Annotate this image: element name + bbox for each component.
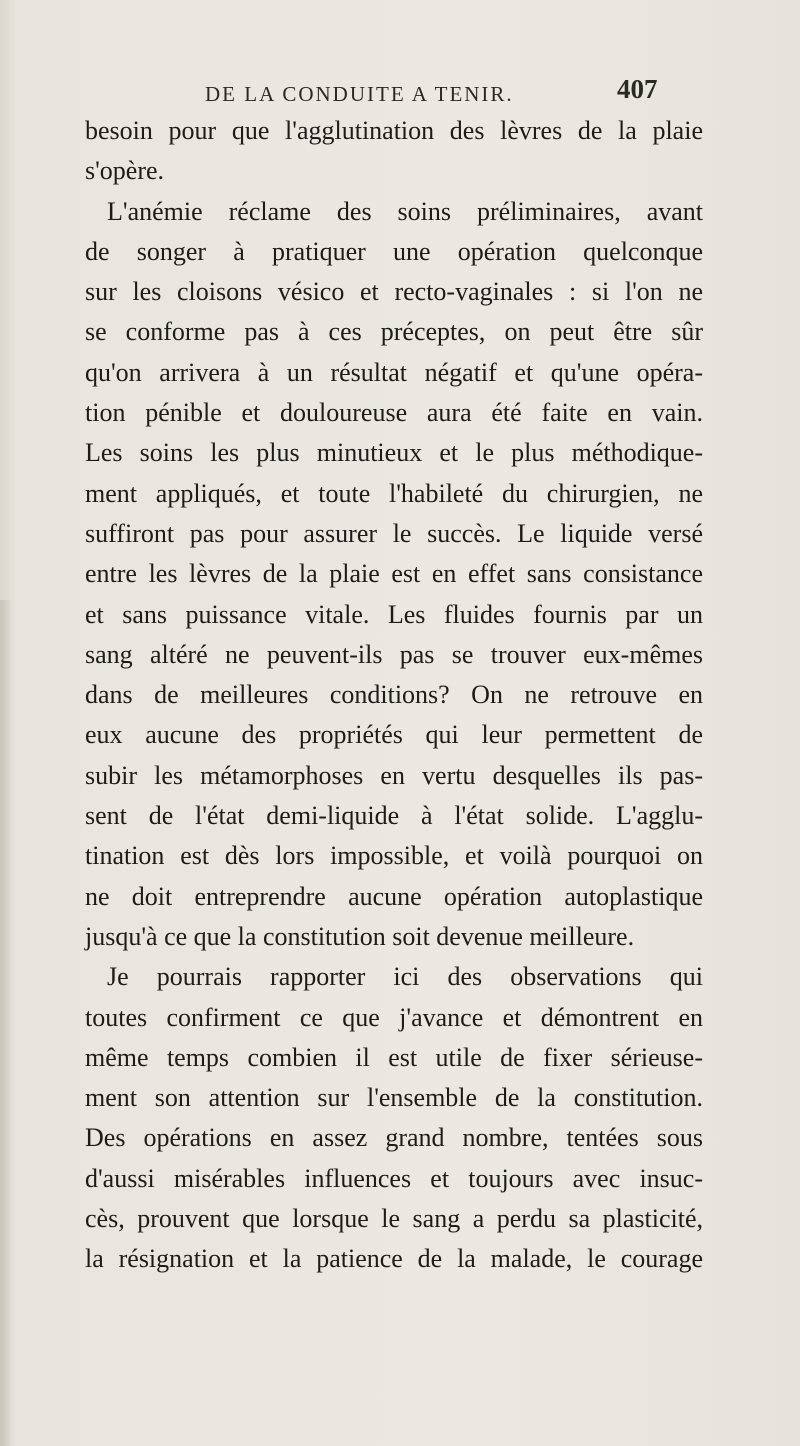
text-line: suffiront pas pour assurer le succès. Le liquide versé bbox=[85, 518, 703, 548]
text-line: de songer à pratiquer une opération quelconque bbox=[85, 236, 703, 266]
text-line: entre les lèvres de la plaie est en effet sans consistance bbox=[85, 559, 703, 589]
text-line: Je pourrais rapporter ici des observations qui bbox=[107, 962, 703, 992]
text-line: jusqu'à ce que la constitution soit devenue meilleure. bbox=[85, 921, 635, 951]
text-line: toutes confirment ce que j'avance et démontrent en bbox=[85, 1002, 703, 1032]
text-line: Les soins les plus minutieux et le plus méthodique- bbox=[85, 438, 703, 468]
text-line: ne doit entreprendre aucune opération autoplastique bbox=[85, 881, 703, 911]
page-number: 407 bbox=[617, 74, 658, 104]
text-line: subir les métamorphoses en vertu desquelles ils pas- bbox=[85, 760, 703, 790]
text-line: sur les cloisons vésico et recto-vaginales : si l'on ne bbox=[85, 277, 703, 307]
text-line: cès, prouvent que lorsque le sang a perdu sa plasticité, bbox=[85, 1204, 703, 1234]
text-line: même temps combien il est utile de fixer sérieuse- bbox=[85, 1042, 703, 1072]
text-line: Des opérations en assez grand nombre, tentées sous bbox=[85, 1123, 703, 1153]
body-text bbox=[85, 111, 703, 1280]
text-line: ment appliqués, et toute l'habileté du chirurgien, ne bbox=[85, 478, 703, 508]
text-line: ment son attention sur l'ensemble de la constitution. bbox=[85, 1083, 703, 1113]
text-line: besoin pour que l'agglutination des lèvres de la plaie bbox=[85, 116, 703, 145]
running-head bbox=[0, 0, 800, 106]
text-line: et sans puissance vitale. Les fluides fournis par un bbox=[85, 599, 703, 629]
text-line: tination est dès lors impossible, et voilà pourquoi on bbox=[85, 841, 703, 871]
text-line: L'anémie réclame des soins préliminaires, avant bbox=[107, 196, 703, 226]
text-line: dans de meilleures conditions? On ne retrouve en bbox=[85, 680, 703, 710]
page-edge-shadow bbox=[0, 600, 12, 1446]
text-line: d'aussi misérables influences et toujours avec insuc- bbox=[85, 1163, 703, 1193]
text-line: qu'on arrivera à un résultat négatif et qu'une opéra- bbox=[85, 357, 703, 387]
text-line: eux aucune des propriétés qui leur permettent de bbox=[85, 720, 703, 750]
text-line: se conforme pas à ces préceptes, on peut être sûr bbox=[85, 317, 703, 347]
text-line: tion pénible et douloureuse aura été faite en vain. bbox=[85, 398, 703, 428]
text-line: s'opère. bbox=[85, 156, 165, 186]
text-line: la résignation et la patience de la malade, le courage bbox=[85, 1244, 703, 1274]
text-line: sent de l'état demi-liquide à l'état solide. L'agglu- bbox=[85, 801, 703, 831]
text-line: sang altéré ne peuvent-ils pas se trouver eux-mêmes bbox=[85, 639, 703, 669]
running-title: DE LA CONDUITE A TENIR. bbox=[205, 82, 514, 106]
